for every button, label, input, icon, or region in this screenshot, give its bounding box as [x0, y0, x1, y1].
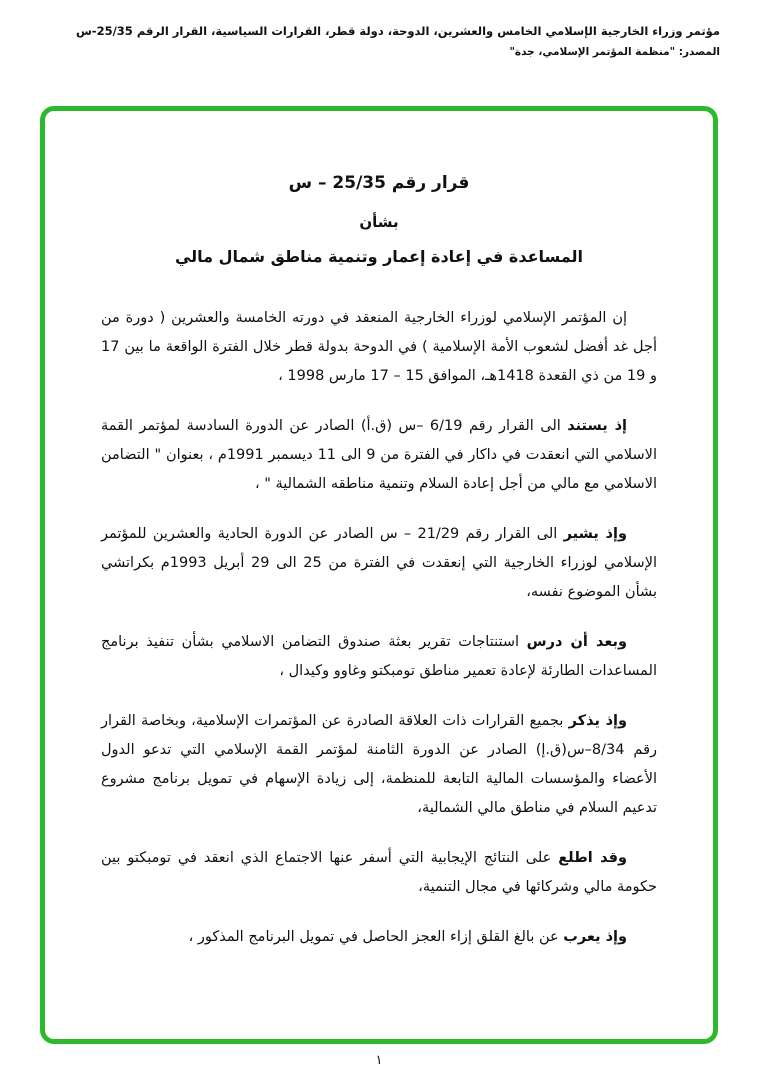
paragraph-text: استنتاجات تقرير بعثة صندوق التضامن الاسلامي بشأن تنفيذ برنامج المساعدات الطارئة لإعادة تعمير مناطق تومبكتو وغاوو وكيدال ، [101, 634, 657, 679]
paragraph-text: الى القرار رقم 6/19 –س (ق.أ) الصادر عن الدورة السادسة لمؤتمر القمة الاسلامي التي انعقدت في داكار في الفترة من 9 الى 11 ديسمبر 1991م ، بعنوان " التضامن الاسلامي مع مالي من أجل إعادة السلام وتنمية مناطقه الشمالية " ، [101, 418, 657, 492]
paragraph-text: على النتائج الإيجابية التي أسفر عنها الاجتماع الذي انعقد في تومبكتو بين حكومة مالي وشركائها في مجال التنمية، [101, 850, 657, 895]
resolution-paragraph [101, 923, 657, 952]
page-number: ١ [375, 1053, 383, 1068]
resolution-body [101, 304, 657, 952]
paragraph-text: عن بالغ القلق إزاء العجز الحاصل في تمويل البرنامج المذكور ، [188, 929, 564, 945]
resolution-paragraph [101, 628, 657, 686]
resolution-paragraph [101, 844, 657, 902]
resolution-paragraph [101, 520, 657, 607]
resolution-title-block [101, 173, 657, 266]
paragraph-lead: إذ يستند [567, 418, 627, 434]
document-border-box [40, 106, 718, 1044]
header-publisher-line: المصدر: "منظمة المؤتمر الإسلامي، جدة" [509, 46, 720, 58]
resolution-subtitle: بشأن [359, 213, 399, 231]
header-source-line: مؤتمر وزراء الخارجية الإسلامي الخامس والعشرين، الدوحة، دولة قطر، القرارات السياسية، القرار الرقم 25/35-س [75, 24, 720, 38]
paragraph-lead: وإذ يذكر [568, 713, 627, 729]
paragraph-text: إن المؤتمر الإسلامي لوزراء الخارجية المنعقد في دورته الخامسة والعشرين ( دورة من أجل غد أفضل لشعوب الأمة الإسلامية ) في الدوحة بدولة قطر خلال الفترة الواقعة ما بين 17 و 19 من ذي القعدة 1418هـ، الموافق 15 – 17 مارس 1998 ، [101, 310, 657, 384]
paragraph-lead: وإذ يعرب [563, 929, 627, 945]
paragraph-lead: وإذ يشير [563, 526, 627, 542]
paragraph-lead: وقد اطلع [558, 850, 628, 866]
resolution-title: قرار رقم 25/35 – س [288, 173, 470, 193]
resolution-paragraph [101, 412, 657, 499]
page-header [38, 24, 720, 58]
paragraph-lead: وبعد أن درس [526, 634, 627, 650]
paragraph-text: الى القرار رقم 21/29 – س الصادر عن الدورة الحادية والعشرين للمؤتمر الإسلامي لوزراء الخارجية التي إنعقدت في الفترة من 25 الى 29 أبريل 1993م بكراتشي بشأن الموضوع نفسه، [101, 526, 657, 600]
resolution-paragraph [101, 707, 657, 823]
resolution-subject: المساعدة في إعادة إعمار وتنمية مناطق شمال مالي [174, 247, 584, 266]
paragraph-text: بجميع القرارات ذات العلاقة الصادرة عن المؤتمرات الإسلامية، وبخاصة القرار رقم 8/34–س(ق.إ) الصادر عن الدورة الثامنة لمؤتمر القمة الإسلامي التي تدعو الدول الأعضاء والمؤسسات المالية التابعة للمنظمة، إلى زيادة الإسهام في تمويل برنامج مشروع تدعيم السلام في مناطق مالي الشمالية، [101, 713, 657, 816]
resolution-paragraph [101, 304, 657, 391]
